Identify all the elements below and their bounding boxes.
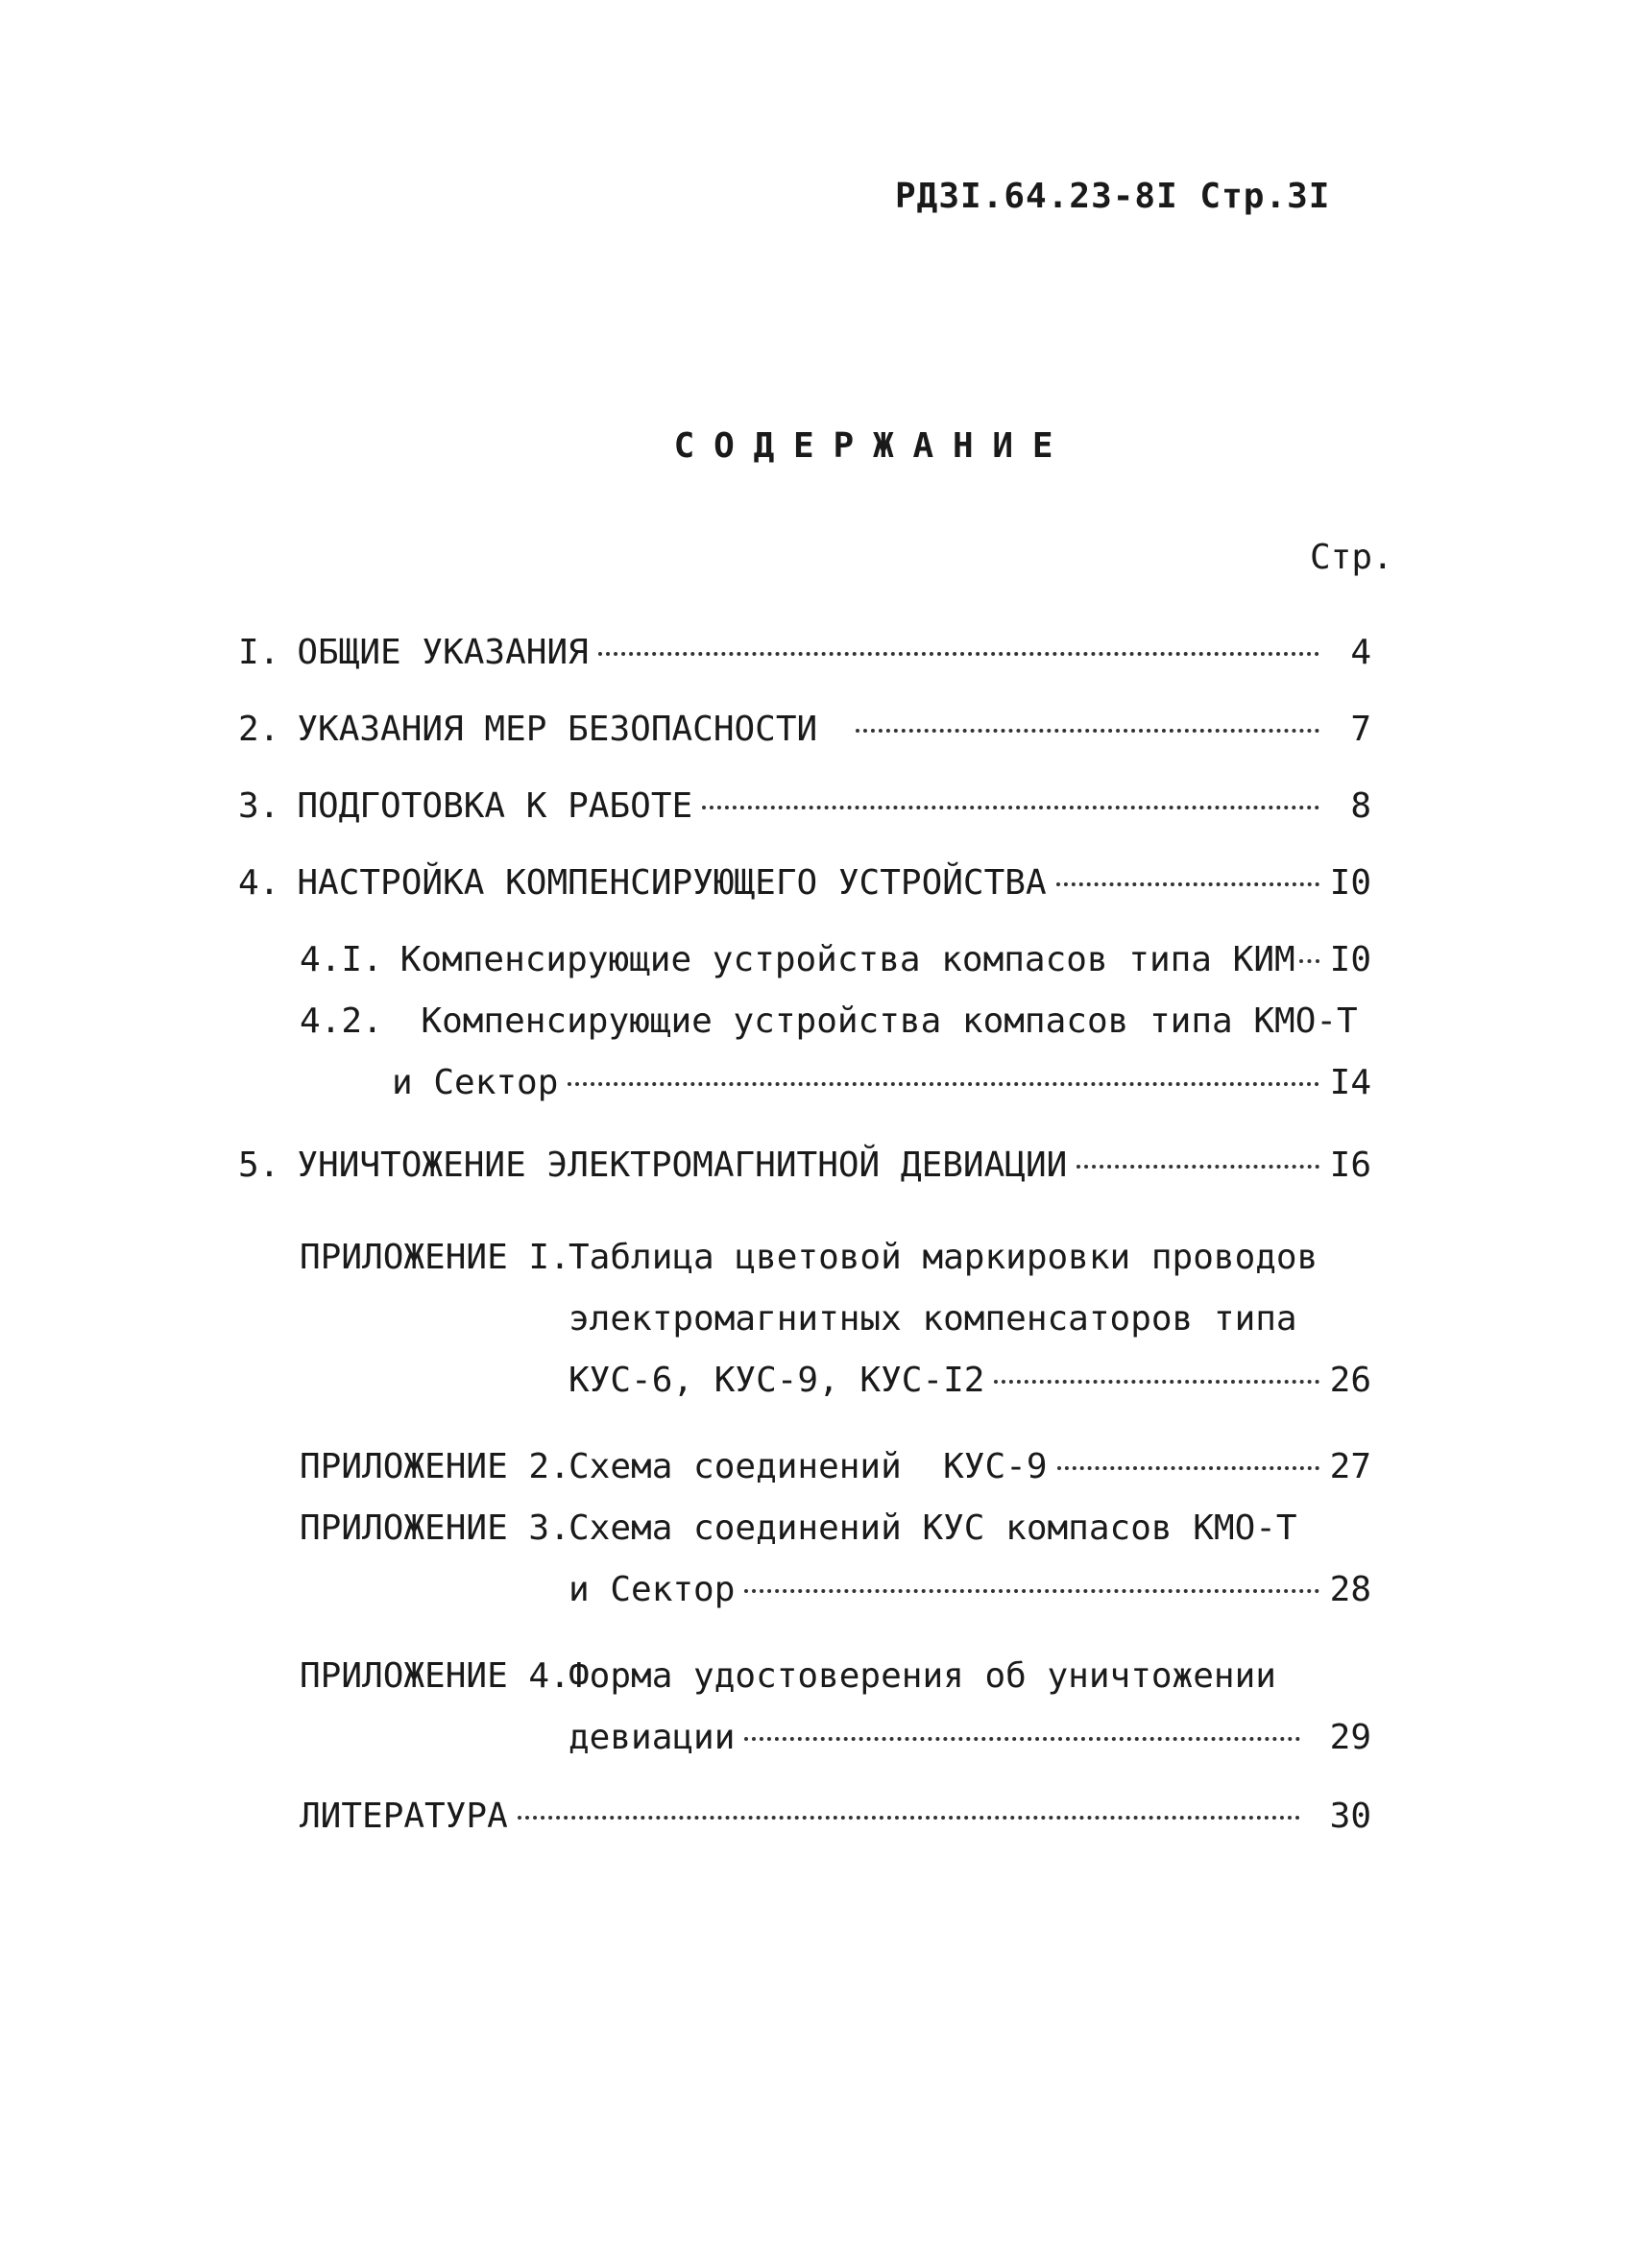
- toc-entry-page: 8: [1350, 786, 1371, 826]
- toc-entry-text: УНИЧТОЖЕНИЕ ЭЛЕКТРОМАГНИТНОЙ ДЕВИАЦИИ: [297, 1146, 1068, 1185]
- appendix-2-label: ПРИЛОЖЕНИЕ 2.: [300, 1447, 570, 1486]
- toc-entry-text: НАСТРОЙКА КОМПЕНСИРУЮЩЕГО УСТРОЙСТВА: [297, 863, 1047, 903]
- appendix-1-label: ПРИЛОЖЕНИЕ I.: [300, 1238, 570, 1277]
- toc-entry-page: 4: [1350, 633, 1371, 672]
- page-title: СОДЕРЖАНИЕ: [673, 426, 1073, 466]
- toc-entry-text: и Сектор: [568, 1570, 736, 1609]
- toc-entry-text: Компенсирующие устройства компасов типа КИМ: [399, 940, 1295, 979]
- dot-leader: [1057, 1466, 1320, 1470]
- appendix-2-entry[interactable]: [568, 1444, 1371, 1490]
- dot-leader: [856, 729, 1319, 733]
- toc-entry-5[interactable]: [238, 1143, 1371, 1189]
- toc-entry-text: ОБЩИЕ УКАЗАНИЯ: [297, 633, 589, 672]
- toc-entry-4-1[interactable]: [300, 937, 1371, 983]
- toc-entry-page: I4: [1329, 1063, 1371, 1102]
- dot-leader: [1077, 1165, 1319, 1169]
- toc-entry-number: 4.2.: [300, 1001, 383, 1041]
- toc-entry-page: 29: [1329, 1718, 1371, 1757]
- appendix-1-entry[interactable]: [568, 1358, 1371, 1404]
- dot-leader: [702, 806, 1319, 809]
- dot-leader: [568, 1082, 1319, 1086]
- appendix-3-label: ПРИЛОЖЕНИЕ 3.: [300, 1508, 570, 1548]
- toc-entry-number: 2.: [238, 710, 280, 749]
- appendix-4-line-1: Форма удостоверения об уничтожении: [568, 1656, 1276, 1696]
- toc-entry-text: УКАЗАНИЯ МЕР БЕЗОПАСНОСТИ: [297, 710, 818, 749]
- toc-entry-text: КУС-6, КУС-9, КУС-I2: [568, 1361, 985, 1400]
- dot-leader: [1056, 882, 1319, 886]
- dot-leader: [518, 1816, 1300, 1820]
- dot-leader: [744, 1737, 1300, 1741]
- appendix-3-line-1: Схема соединений КУС компасов КМО-Т: [568, 1508, 1297, 1548]
- toc-entry-3[interactable]: [238, 784, 1371, 830]
- toc-entry-number: I.: [238, 633, 280, 672]
- toc-entry-text: ПОДГОТОВКА К РАБОТЕ: [297, 786, 693, 826]
- page-header: РДЗI.64.23-8I Стр.3I: [895, 177, 1331, 216]
- toc-entry-page: 27: [1329, 1447, 1371, 1486]
- toc-entry-number: 4.: [238, 863, 280, 903]
- toc-entry-page: 30: [1329, 1797, 1371, 1836]
- dot-leader: [744, 1589, 1319, 1593]
- toc-entry-4-2[interactable]: [300, 999, 1358, 1045]
- toc-entry-text: ЛИТЕРАТУРА: [300, 1797, 508, 1836]
- literature-entry[interactable]: [300, 1794, 1371, 1840]
- toc-entry-text: Компенсирующие устройства компасов типа КМО-Т: [421, 1001, 1358, 1041]
- page-column-label: Стр.: [1310, 538, 1393, 577]
- appendix-1-line-2: электромагнитных компенсаторов типа: [568, 1299, 1297, 1339]
- toc-entry-text: девиации: [568, 1718, 736, 1757]
- appendix-1-line-1: Таблица цветовой маркировки проводов: [568, 1238, 1318, 1277]
- toc-entry-page: I0: [1329, 940, 1371, 979]
- toc-entry-number: 4.I.: [300, 940, 383, 979]
- appendix-4-label: ПРИЛОЖЕНИЕ 4.: [300, 1656, 570, 1696]
- toc-entry-page: I6: [1329, 1146, 1371, 1185]
- toc-entry-page: 26: [1329, 1361, 1371, 1400]
- toc-entry-text: Схема соединений КУС-9: [568, 1447, 1048, 1486]
- dot-leader: [1299, 959, 1319, 963]
- toc-entry-page: 7: [1350, 710, 1371, 749]
- toc-entry-number: 3.: [238, 786, 280, 826]
- toc-entry-page: 28: [1329, 1570, 1371, 1609]
- toc-entry-text: и Сектор: [392, 1063, 559, 1102]
- toc-entry-number: 5.: [238, 1146, 280, 1185]
- toc-entry-4-2-continued[interactable]: [392, 1060, 1371, 1106]
- toc-entry-1[interactable]: [238, 630, 1371, 676]
- appendix-4-entry[interactable]: [568, 1715, 1371, 1761]
- toc-entry-4[interactable]: [238, 860, 1371, 906]
- dot-leader: [994, 1380, 1319, 1384]
- toc-entry-page: I0: [1329, 863, 1371, 903]
- toc-entry-2[interactable]: [238, 707, 1371, 753]
- appendix-3-entry[interactable]: [568, 1567, 1371, 1613]
- dot-leader: [598, 652, 1319, 656]
